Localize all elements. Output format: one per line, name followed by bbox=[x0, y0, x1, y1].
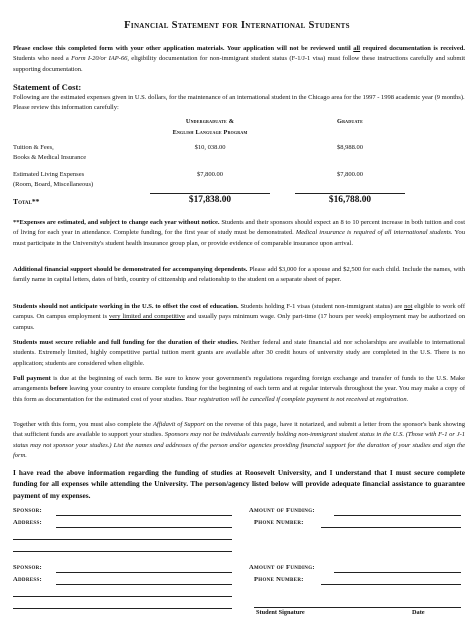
note-dependents-bold: Additional financial support should be demonstrated for accompanying dependents. bbox=[13, 266, 248, 273]
amount-of-funding-field-2[interactable] bbox=[334, 572, 461, 573]
date-label: Date bbox=[412, 609, 425, 616]
intro-text: Students who need a bbox=[13, 55, 72, 63]
column-header-undergraduate-line2: English Language Program bbox=[172, 129, 248, 136]
address-field-2[interactable] bbox=[56, 584, 232, 585]
tuition-graduate-value: $8,988.00 bbox=[337, 144, 363, 151]
page-title: Financial Statement for International Students bbox=[124, 20, 350, 31]
note-funding-bold: Students must secure reliable and full funding for the duration of their studies. bbox=[13, 339, 239, 346]
row-label-tuition-line1: Tuition & Fees, bbox=[13, 144, 54, 151]
column-header-undergraduate bbox=[150, 116, 270, 138]
statement-heading: Statement of Cost: bbox=[13, 82, 82, 92]
note-payment-text: is due at the beginning of each term. Be sure to know your government's regulations regarding foreign exchange and transfer of funds to the U.S. Make arrangements bbox=[13, 375, 465, 393]
note-payment-bold: Full payment bbox=[13, 375, 51, 382]
sponsor-field-2[interactable] bbox=[56, 572, 232, 573]
total-graduate-value: $16,788.00 bbox=[328, 195, 372, 205]
note-affidavit-italic: Sponsors may not be individuals currently holding non-immigrant student status in the U.S. (Those with F-1 or J-1 status may not sponsor your studies.) List the names and addresses of the person and/or agencies providing financial support for the duration of your studies and sign the form. bbox=[13, 431, 465, 459]
row-label-living-line2: (Room, Board, Miscellaneous) bbox=[13, 181, 94, 189]
note-dependents-text: Please add $3,000 for a spouse and $2,500 for each child. Include the names, with family name in capital letters, dates of birth, country of citizenship and relationship to the student on a separate sheet of paper. bbox=[13, 266, 465, 284]
tuition-undergraduate-value: $10, 038.00 bbox=[194, 144, 226, 151]
note-affidavit-text: Together with this form, you must also complete the bbox=[13, 421, 153, 428]
graduate-sum-rule bbox=[295, 193, 405, 194]
note-funding bbox=[13, 338, 465, 369]
note-affidavit-title: Affidavit of Support bbox=[152, 421, 205, 428]
note-employment bbox=[13, 302, 465, 333]
note-payment-text-2: leaving your country to ensure complete funding for the beginning of each term and at regular intervals throughout the year. You may make a copy of this form as documentation for the estimated cost of your studies. bbox=[13, 385, 465, 403]
note-affidavit bbox=[13, 420, 465, 461]
column-header-undergraduate-line1: Undergraduate & bbox=[185, 118, 235, 125]
student-signature-label: Student Signature bbox=[256, 609, 305, 616]
note-employment-bold: Students should not anticipate working in the U.S. to offset the cost of education. bbox=[13, 303, 239, 310]
row-label-living-line1: Estimated Living Expenses bbox=[13, 171, 85, 178]
note-employment-text-3: and usually pays minimum wage. Only part-time (17 hours per week) employment may be authorized on campus. bbox=[13, 313, 465, 331]
intro-paragraph bbox=[13, 44, 465, 75]
note-employment-text: Students holding F-1 visas (student non-immigrant status) are bbox=[238, 303, 405, 310]
sponsor-field[interactable] bbox=[56, 515, 232, 516]
note-payment-before: before bbox=[49, 385, 68, 393]
phone-number-field[interactable] bbox=[321, 527, 461, 528]
intro-form-name: Form I-20/or IAP-66 bbox=[71, 55, 128, 63]
address-field-line-2[interactable] bbox=[13, 539, 232, 540]
row-label-living bbox=[13, 170, 93, 191]
amount-of-funding-label-2: Amount of Funding: bbox=[249, 564, 315, 571]
note-expenses-text: Students and their sponsors should expect an 8 to 10 percent increase in both tuition and cost of living for each year in attendance. Complete funding, for the first year of study must be demonstrated. bbox=[13, 219, 465, 237]
address-label-2: Address: bbox=[13, 576, 42, 583]
row-label-tuition-line2: Books & Medical Insurance bbox=[13, 154, 87, 162]
row-label-tuition bbox=[13, 143, 86, 164]
statement-intro: Following are the estimated expenses given in U.S. dollars, for the maintenance of an international student in the Chicago area for the 1997 - 1998 academic year (9 months). Please review this information carefully: bbox=[13, 94, 465, 112]
address-field-line-3[interactable] bbox=[13, 551, 232, 552]
note-expenses-bold: **Expenses are estimated, and subject to change each year without notice. bbox=[13, 219, 220, 226]
address-field[interactable] bbox=[56, 527, 232, 528]
note-affidavit-text-2: on the reverse of this page, have it notarized, and submit a letter from the sponsor's bank showing that sufficient funds are available to support your studies. bbox=[13, 421, 466, 439]
intro-bold-text: Please enclose this completed form with your other application materials. Your application will not be reviewed until bbox=[13, 45, 354, 52]
note-expenses bbox=[13, 218, 465, 249]
note-employment-text-2: eligible to work off campus. On campus employment is bbox=[13, 303, 465, 321]
note-employment-limited: very limited and competitive bbox=[108, 313, 185, 321]
amount-of-funding-label: Amount of Funding: bbox=[249, 507, 315, 514]
note-payment-italic: Your registration will be cancelled if complete payment is not received at registration. bbox=[184, 395, 409, 403]
note-expenses-italic: Medical insurance is required of all international students. bbox=[295, 229, 453, 237]
phone-number-label: Phone Number: bbox=[254, 519, 304, 526]
living-undergraduate-value: $7,800.00 bbox=[197, 171, 223, 178]
note-payment bbox=[13, 374, 465, 405]
note-funding-text: Neither federal and state financial aid nor scholarships are available to international students. Extremely limited, highly competitive partial tuition merit grants are available after 30 credit hours of university study are completed in the U.S. There is no application; students are considered when eligible. bbox=[13, 339, 465, 367]
column-header-graduate: Graduate bbox=[337, 118, 363, 125]
declaration-statement: I have read the above information regarding the funding of studies at Roosevelt University, and I understand that I must secure complete funding for all expenses while attending the University. The person/agency listed below will provide adequate financial assistance to guarantee payment of my expenses. bbox=[13, 468, 465, 500]
intro-bold-all: all bbox=[353, 45, 361, 52]
undergraduate-sum-rule bbox=[150, 193, 270, 194]
note-dependents bbox=[13, 265, 465, 286]
intro-text-2: , eligibility documentation for non-immigrant student status (F-1/J-1 visa) must follow these instructions carefully and submit supporting documentation. bbox=[13, 55, 466, 73]
address-field-2-line-3[interactable] bbox=[13, 608, 232, 609]
intro-bold-text-2: required documentation is received. bbox=[360, 45, 465, 52]
phone-number-label-2: Phone Number: bbox=[254, 576, 304, 583]
address-field-2-line-2[interactable] bbox=[13, 596, 232, 597]
total-undergraduate-value: $17,838.00 bbox=[188, 195, 232, 205]
living-graduate-value: $7,800.00 bbox=[337, 171, 363, 178]
total-label: Total** bbox=[13, 197, 40, 206]
address-label: Address: bbox=[13, 519, 42, 526]
signature-field[interactable] bbox=[254, 607, 461, 608]
sponsor-label-2: Sponsor: bbox=[13, 564, 43, 571]
amount-of-funding-field[interactable] bbox=[334, 515, 461, 516]
note-employment-not: not bbox=[404, 303, 413, 310]
note-expenses-text-2: You must participate in the University's student health insurance group plan, or provide evidence of comparable insurance upon arrival. bbox=[13, 229, 465, 247]
sponsor-label: Sponsor: bbox=[13, 507, 43, 514]
phone-number-field-2[interactable] bbox=[321, 584, 461, 585]
